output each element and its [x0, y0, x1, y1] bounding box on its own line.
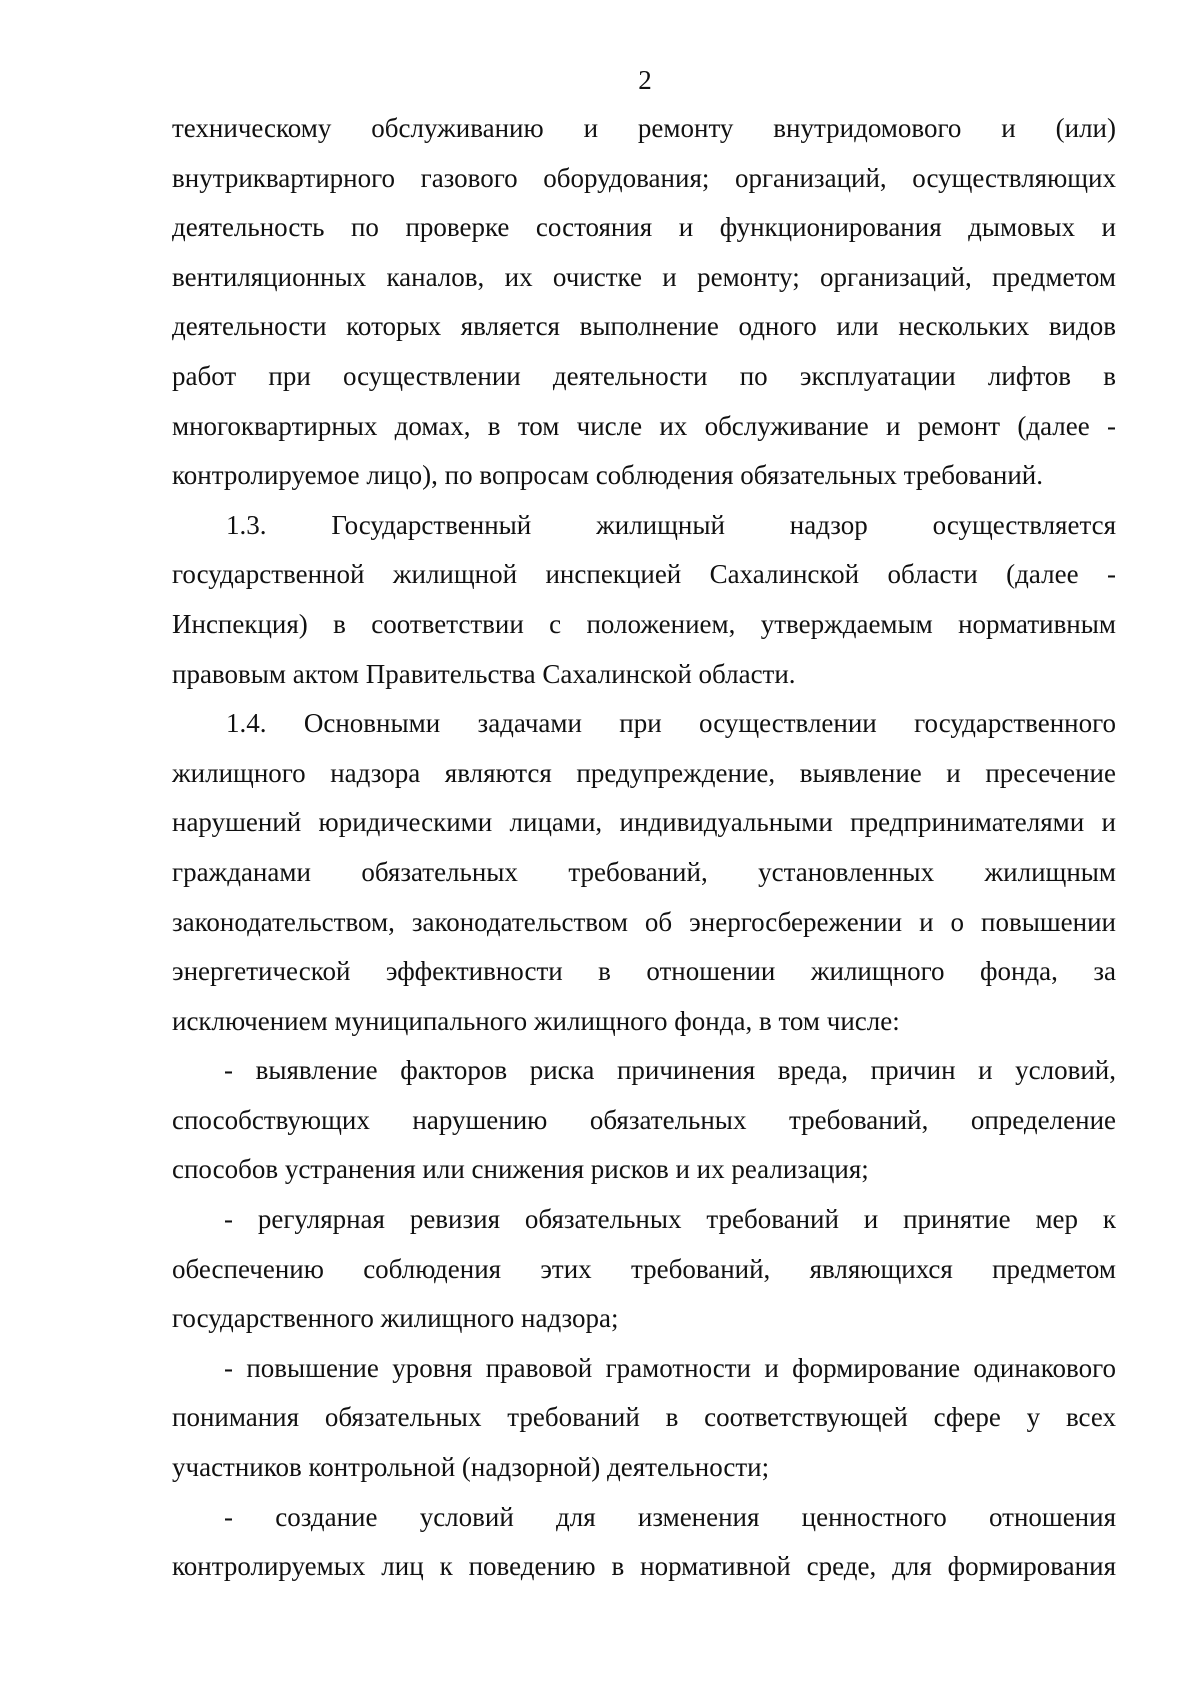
text-line: государственной жилищной инспекцией Сахалинской области (далее - — [172, 559, 1116, 590]
text-line: техническому обслуживанию и ремонту внутридомового и (или) — [172, 113, 1116, 143]
list-item — [172, 1344, 1116, 1493]
text-line: 1.3. Государственный жилищный надзор осуществляется — [226, 509, 1116, 540]
paragraph-1-2-continuation — [172, 104, 1116, 501]
text-line: исключением муниципального жилищного фонда, в том числе: — [172, 1005, 900, 1036]
list-item — [172, 1195, 1116, 1344]
list-item — [172, 1046, 1116, 1195]
document-body — [172, 104, 1116, 1592]
text-line: 1.4. Основными задачами при осуществлении государственного — [226, 708, 1116, 739]
paragraph-1-4 — [172, 699, 1116, 1046]
text-line: - повышение уровня правовой грамотности и формирование одинакового — [224, 1352, 1116, 1383]
text-line: гражданами обязательных требований, установленных жилищным — [172, 856, 1116, 887]
text-line: - создание условий для изменения ценностного отношения — [224, 1501, 1116, 1532]
text-line: Инспекция) в соответствии с положением, утверждаемым нормативным — [172, 608, 1116, 639]
text-line: работ при осуществлении деятельности по эксплуатации лифтов в — [172, 360, 1116, 391]
text-line: нарушений юридическими лицами, индивидуальными предпринимателями и — [172, 807, 1116, 838]
text-line: многоквартирных домах, в том числе их обслуживание и ремонт (далее - — [172, 410, 1116, 441]
text-line: вентиляционных каналов, их очистке и ремонту; организаций, предметом — [172, 261, 1116, 292]
text-line: участников контрольной (надзорной) деятельности; — [172, 1452, 770, 1483]
text-line: деятельность по проверке состояния и функционирования дымовых и — [172, 212, 1116, 243]
text-line: - выявление факторов риска причинения вреда, причин и условий, — [224, 1055, 1116, 1086]
text-line: способов устранения или снижения рисков и их реализация; — [172, 1154, 869, 1185]
text-line: жилищного надзора являются предупреждение, выявление и пресечение — [172, 757, 1116, 788]
text-line: контролируемых лиц к поведению в нормативной среде, для формирования — [172, 1551, 1116, 1582]
text-line: правовым актом Правительства Сахалинской области. — [172, 658, 796, 689]
text-line: энергетической эффективности в отношении жилищного фонда, за — [172, 956, 1116, 987]
text-line: деятельности которых является выполнение одного или нескольких видов — [172, 311, 1116, 342]
paragraph-1-3 — [172, 501, 1116, 699]
list-item — [172, 1493, 1116, 1592]
text-line: государственного жилищного надзора; — [172, 1303, 619, 1334]
text-line: контролируемое лицо), по вопросам соблюдения обязательных требований. — [172, 460, 1043, 491]
text-line: обеспечению соблюдения этих требований, являющихся предметом — [172, 1253, 1116, 1284]
page-number: 2 — [638, 65, 652, 95]
text-line: законодательством, законодательством об энергосбережении и о повышении — [172, 906, 1116, 937]
text-line: - регулярная ревизия обязательных требований и принятие мер к — [224, 1204, 1116, 1235]
text-line: понимания обязательных требований в соответствующей сфере у всех — [172, 1402, 1116, 1433]
text-line: внутриквартирного газового оборудования; организаций, осуществляющих — [172, 162, 1116, 193]
text-line: способствующих нарушению обязательных требований, определение — [172, 1104, 1116, 1135]
